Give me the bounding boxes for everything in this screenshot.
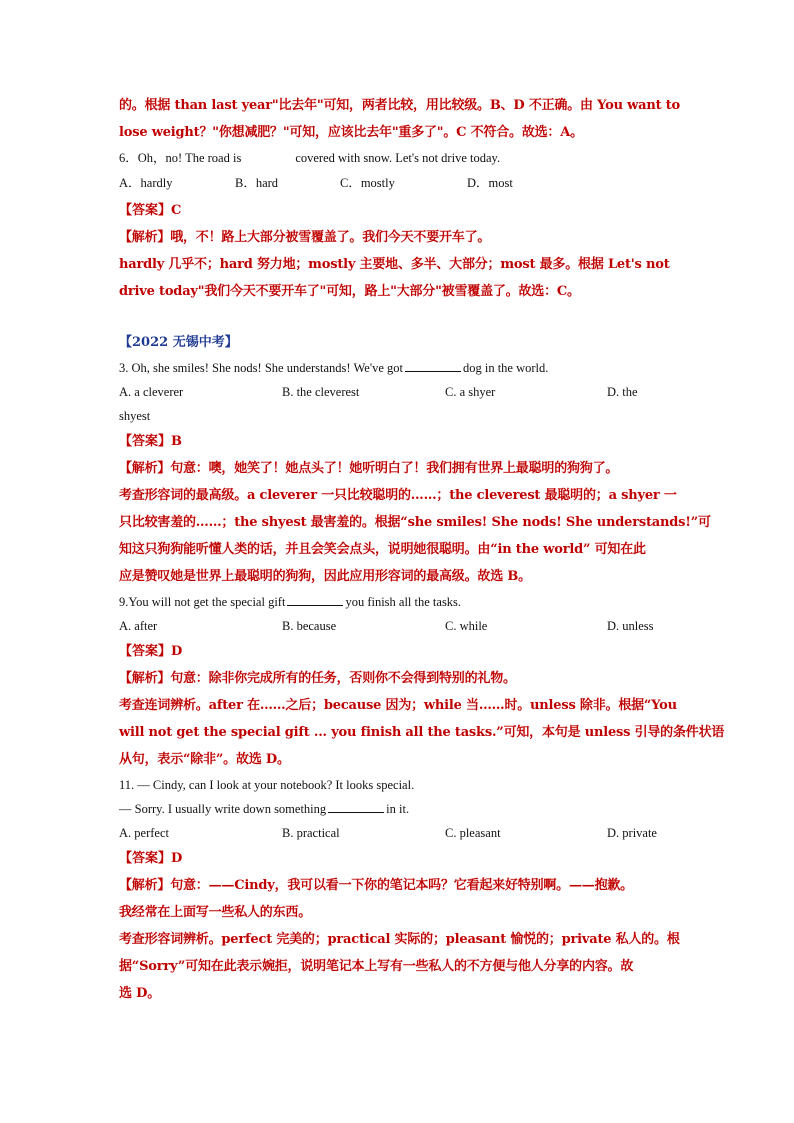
option-c: C．mostly xyxy=(340,176,395,190)
question-text: 3. Oh, she smiles! She nods! She understands! We've got xyxy=(119,361,403,375)
answer-label: 【答案】D xyxy=(119,644,183,659)
explanation-line: 只比较害羞的……；the shyest 最害羞的。根据“she smiles! She nods! She understands!”可 xyxy=(119,515,711,530)
question-11: 11. — Cindy, can I look at your notebook? It looks special. xyxy=(119,778,415,792)
option-b: B. practical xyxy=(282,826,340,840)
option-d: D. private xyxy=(607,826,657,840)
option-d: D．most xyxy=(467,176,513,190)
question-6 xyxy=(119,146,679,170)
option-a: A. perfect xyxy=(119,826,169,840)
option-b: B. the cleverest xyxy=(282,385,360,399)
explanation-line: 知这只狗狗能听懂人类的话，并且会笑会点头，说明她很聪明。由“in the world” 可知在此 xyxy=(119,542,646,557)
explanation-line: 我经常在上面写一些私人的东西。 xyxy=(119,905,312,920)
question-text: 6．Oh，no! The road is xyxy=(119,151,242,165)
explanation-line: 应是赞叹她是世界上最聪明的狗狗，因此应用形容词的最高级。故选 B。 xyxy=(119,569,531,584)
option-b: B. because xyxy=(282,619,337,633)
explanation-line: drive today"我们今天不要开车了"可知，路上"大部分"被雪覆盖了。故选：C。 xyxy=(119,284,580,299)
option-d-continued: shyest xyxy=(119,409,151,423)
option-c: C. a shyer xyxy=(445,385,496,399)
question-text: you finish all the tasks. xyxy=(345,595,462,609)
explanation-line: 考查形容词的最高级。a cleverer 一只比较聪明的……；the cleverest 最聪明的；a shyer 一 xyxy=(119,488,677,503)
options-row xyxy=(119,614,679,638)
option-c: C. while xyxy=(445,619,488,633)
explanation-line: 从句，表示“除非”。故选 D。 xyxy=(119,752,290,767)
explanation-line: 【解析】句意：噢，她笑了！她点头了！她听明白了！我们拥有世界上最聪明的狗狗了。 xyxy=(119,461,619,476)
option-a: A. a cleverer xyxy=(119,385,184,399)
question-3 xyxy=(119,356,679,380)
question-text: covered with snow. Let's not drive today. xyxy=(295,151,501,165)
question-11-reply xyxy=(119,797,679,821)
answer-label: 【答案】D xyxy=(119,851,183,866)
options-row xyxy=(119,821,679,845)
option-a: A．hardly xyxy=(119,176,173,190)
explanation-line: 选 D。 xyxy=(119,986,160,1001)
question-text: — Sorry. I usually write down something xyxy=(119,802,327,816)
explanation-line: 【解析】哦，不！路上大部分被雪覆盖了。我们今天不要开车了。 xyxy=(119,230,491,245)
explanation-line: 【解析】句意：——Cindy，我可以看一下你的笔记本吗？它看起来好特别啊。——抱歉。 xyxy=(119,878,633,893)
explanation-line: 【解析】句意：除非你完成所有的任务，否则你不会得到特别的礼物。 xyxy=(119,671,516,686)
section-heading: 【2022 无锡中考】 xyxy=(119,335,238,350)
question-text: 9.You will not get the special gift xyxy=(119,595,286,609)
option-d: D. unless xyxy=(607,619,654,633)
question-text: dog in the world. xyxy=(462,361,549,375)
explanation-line: 据“Sorry”可知在此表示婉拒，说明笔记本上写有一些私人的不方便与他人分享的内容。故 xyxy=(119,959,634,974)
document-page xyxy=(119,92,725,1007)
answer-blank xyxy=(287,595,343,606)
question-text: in it. xyxy=(386,802,410,816)
option-c: C. pleasant xyxy=(445,826,501,840)
explanation-line: will not get the special gift ... you finish all the tasks.”可知，本句是 unless 引导的条件状语 xyxy=(119,725,725,740)
option-b: B．hard xyxy=(235,176,279,190)
options-row xyxy=(119,380,679,404)
answer-label: 【答案】C xyxy=(119,203,182,218)
option-d: D. the xyxy=(607,385,638,399)
answer-blank xyxy=(405,361,461,372)
question-9 xyxy=(119,590,679,614)
explanation-line: lose weight？"你想减肥？"可知，应该比去年"重多了"。C 不符合。故选：A。 xyxy=(119,125,583,140)
explanation-line: 考查连词辨析。after 在……之后；because 因为；while 当……时。unless 除非。根据“You xyxy=(119,698,677,713)
option-a: A. after xyxy=(119,619,158,633)
answer-label: 【答案】B xyxy=(119,434,182,449)
explanation-line: 考查形容词辨析。perfect 完美的；practical 实际的；pleasant 愉悦的；private 私人的。根 xyxy=(119,932,680,947)
answer-blank xyxy=(328,802,384,813)
options-row xyxy=(119,170,679,197)
explanation-line: hardly 几乎不；hard 努力地；mostly 主要地、多半、大部分；most 最多。根据 Let's not xyxy=(119,257,670,272)
explanation-line: 的。根据 than last year"比去年"可知，两者比较，用比较级。B、D 不正确。由 You want to xyxy=(119,98,681,113)
